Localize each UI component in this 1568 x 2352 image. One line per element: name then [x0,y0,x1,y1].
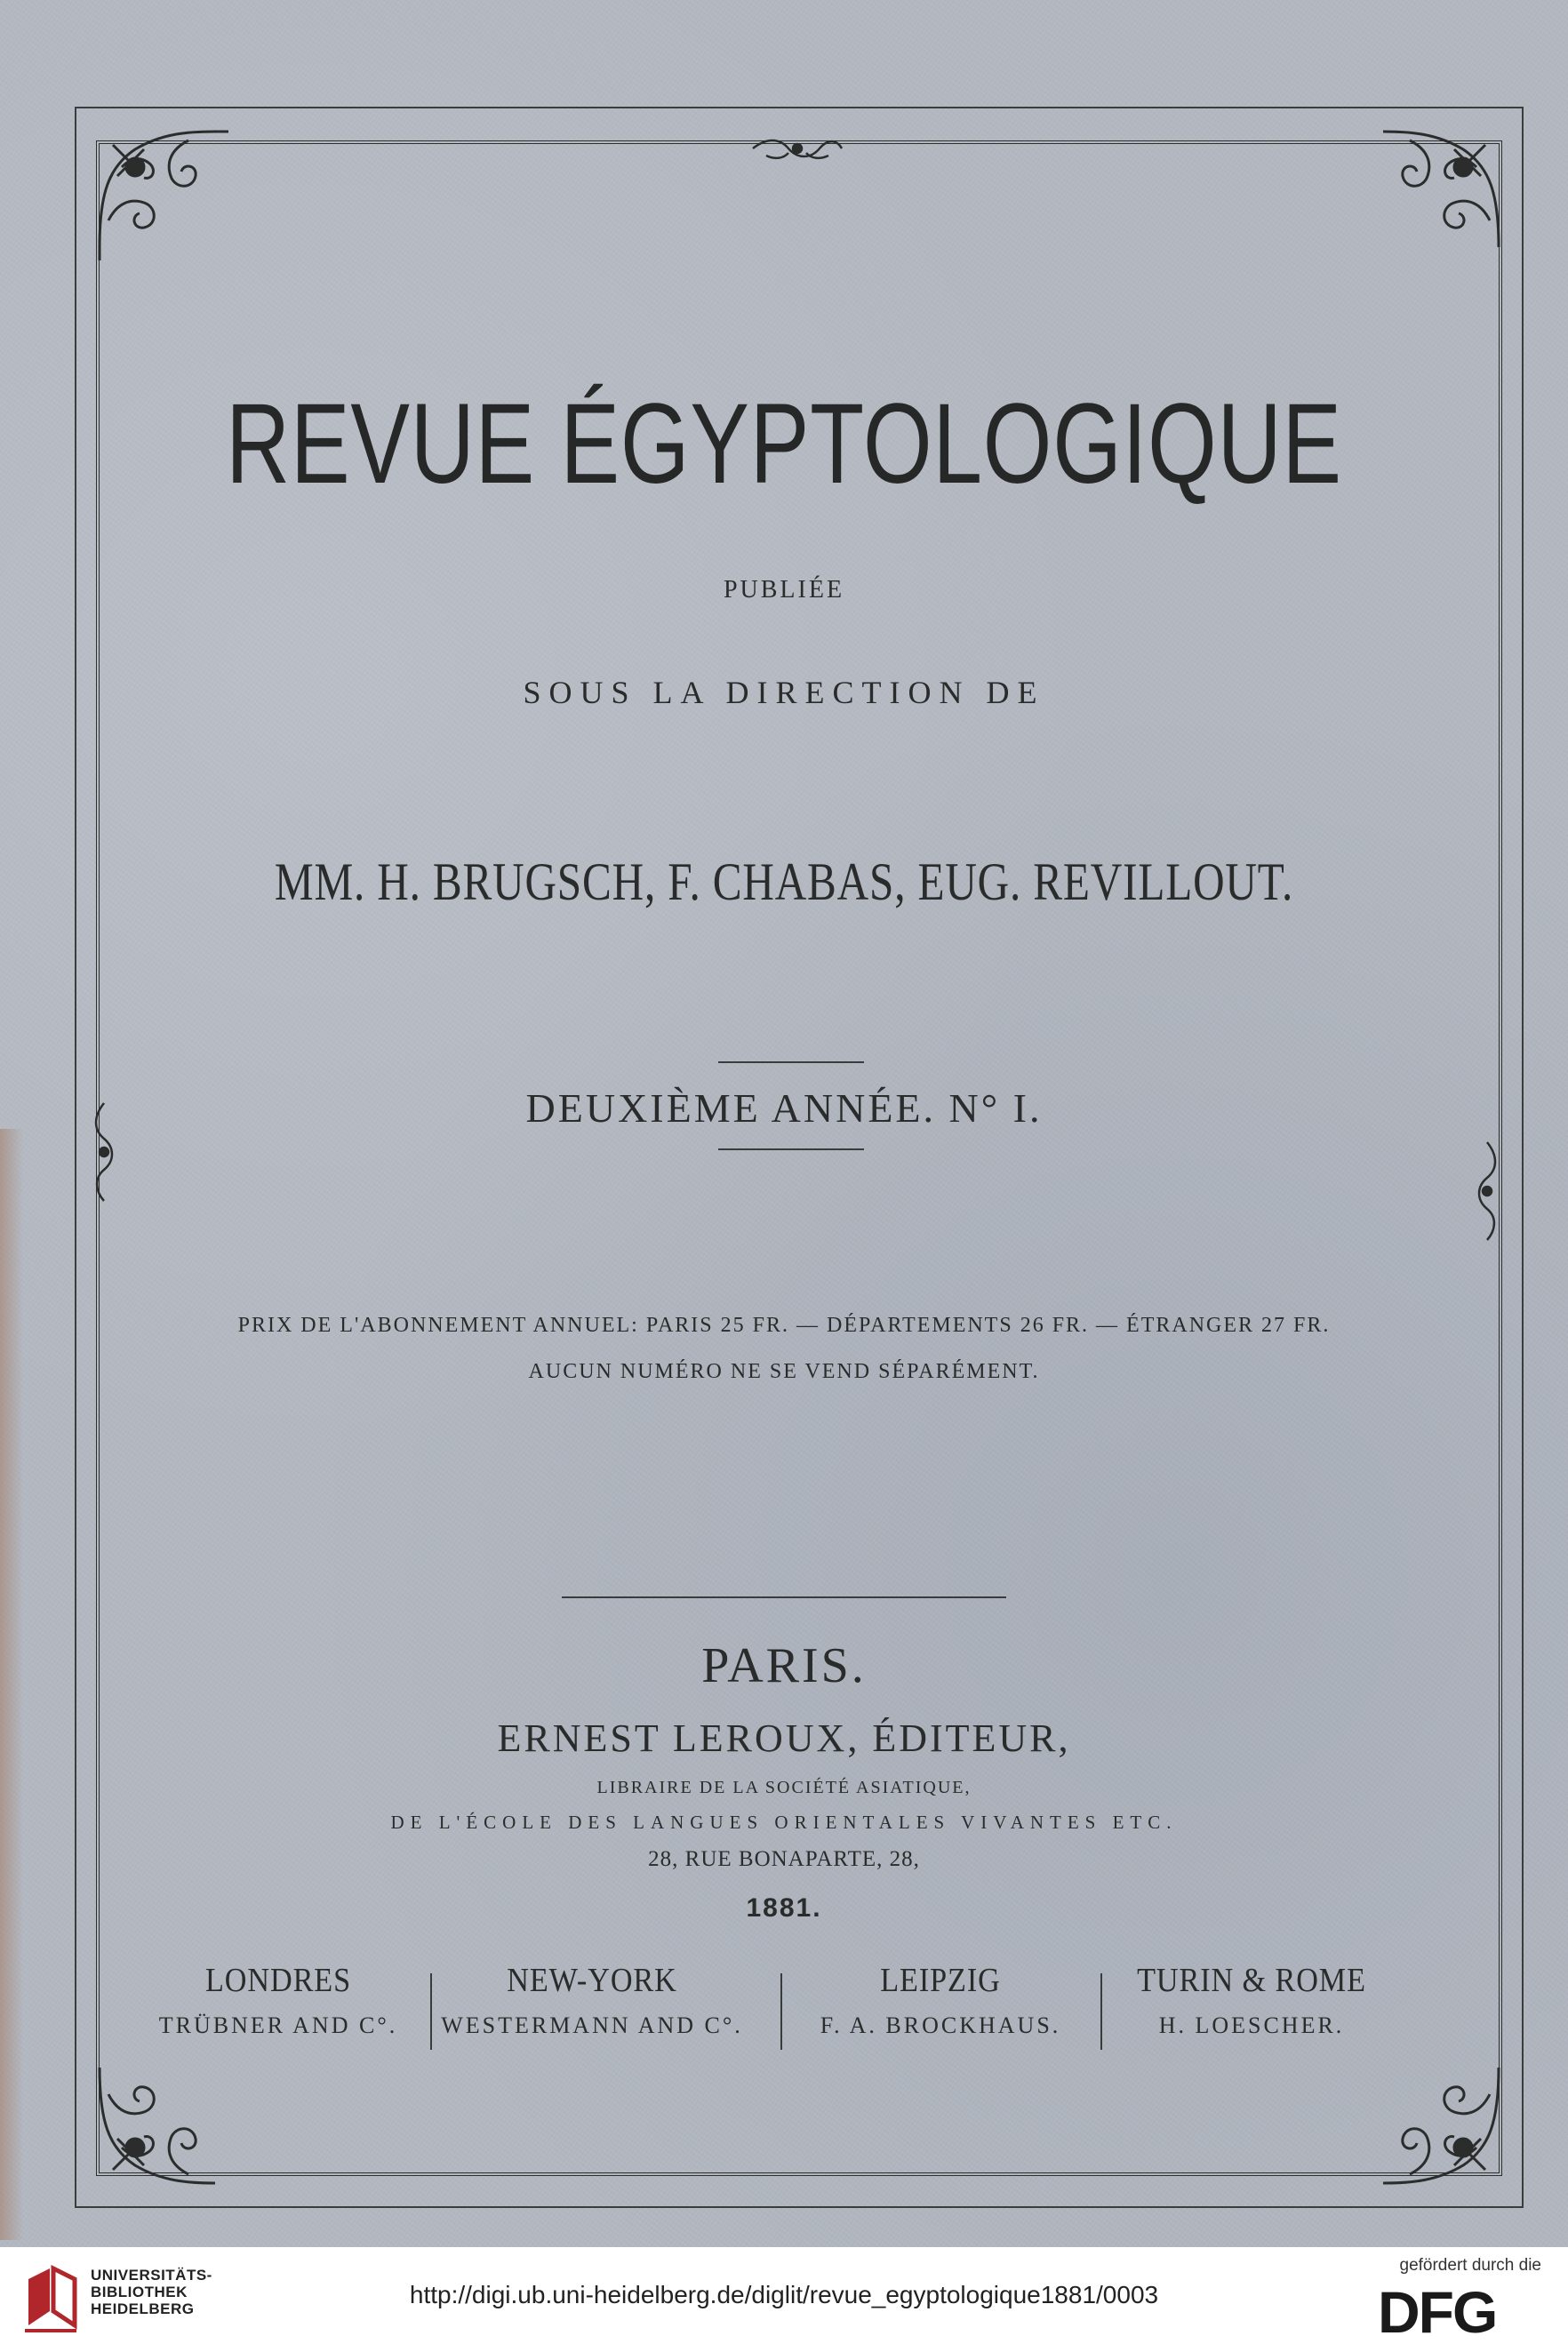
sales-notice: AUCUN NUMÉRO NE SE VEND SÉPARÉMENT. [528,1360,1040,1383]
sponsor-label: gefördert durch die [1399,2256,1541,2275]
corner-ornament-icon [82,2050,233,2201]
editors-line: MM. H. BRUGSCH, F. CHABAS, EUG. REVILLOUT. [274,852,1294,911]
agent-city: LONDRES [204,1962,351,1999]
imprint-city: PARIS. [701,1638,867,1693]
agent-publisher: TRÜBNER AND C°. [158,2012,398,2038]
agent-city: TURIN & ROME [1137,1962,1366,1999]
published-label: PUBLIÉE [723,576,845,604]
agents-row [132,1961,1394,2059]
source-url-link[interactable]: http://digi.ub.uni-heidelberg.de/diglit/revue_egyptologique1881/0003 [409,2281,1159,2308]
divider-rule [718,1148,864,1150]
subscription-price: PRIX DE L'ABONNEMENT ANNUEL: PARIS 25 FR. — DÉPARTEMENTS 26 FR. — ÉTRANGER 27 FR. [237,1314,1331,1337]
publisher-name: ERNEST LEROUX, ÉDITEUR, [497,1716,1071,1760]
corner-ornament-icon [1365,114,1516,265]
publisher-address: 28, RUE BONAPARTE, 28, [648,1847,920,1871]
library-name-line: UNIVERSITÄTS- [91,2267,212,2284]
column-divider [430,1973,432,2050]
digitization-footer [0,2247,1568,2352]
dfg-logo-text: DFG [1378,2281,1497,2340]
corner-ornament-icon [1365,2050,1516,2201]
agent-publisher: H. LOESCHER. [1158,2012,1345,2038]
agent-city: LEIPZIG [880,1962,1001,1999]
library-name-line: BIBLIOTHEK [91,2284,188,2300]
top-ornament-icon [748,133,846,164]
journal-title: REVUE ÉGYPTOLOGIQUE [226,380,1342,508]
agent-new-york [436,1961,748,2039]
agent-leipzig [789,1961,1092,2039]
side-ornament-icon [1472,1138,1502,1244]
agent-publisher: F. A. BROCKHAUS. [820,2012,1061,2038]
dfg-logo-icon[interactable] [1378,2281,1541,2340]
publication-year: 1881. [746,1893,822,1923]
direction-label: SOUS LA DIRECTION DE [523,675,1045,710]
column-divider [780,1973,782,2050]
corner-ornament-icon [82,114,233,265]
divider-rule [562,1596,1006,1598]
library-name-line: HEIDELBERG [91,2300,195,2317]
agent-turin-rome [1109,1961,1394,2039]
agent-london [132,1961,425,2039]
publisher-role: LIBRAIRE DE LA SOCIÉTÉ ASIATIQUE, [596,1778,972,1797]
agent-publisher: WESTERMANN AND C°. [441,2012,743,2038]
divider-rule [718,1061,864,1063]
volume-issue: DEUXIÈME ANNÉE. N° I. [525,1085,1043,1131]
column-divider [1100,1973,1102,2050]
publisher-institution: DE L'ÉCOLE DES LANGUES ORIENTALES VIVANTES ETC. [390,1812,1178,1833]
agent-city: NEW-YORK [507,1962,677,1999]
